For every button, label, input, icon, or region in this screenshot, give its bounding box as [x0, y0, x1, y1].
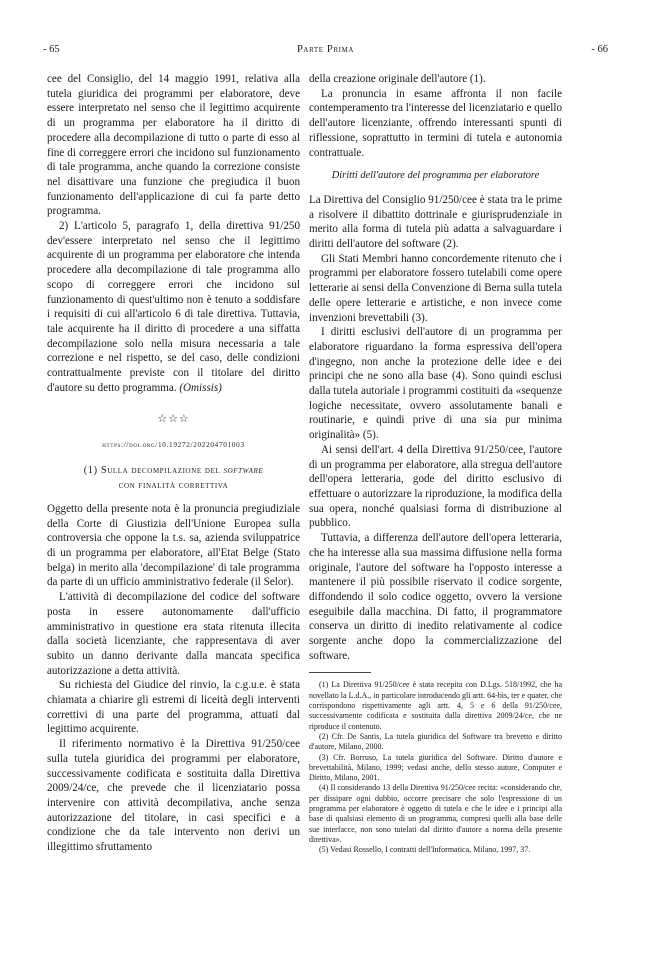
footnote-2: (2) Cfr. De Santis, La tutela giuridica del Software tra brevetto e diritto d'autore, Milano, 2000.	[309, 731, 562, 752]
running-title: Parte Prima	[296, 44, 355, 55]
footnote-rule	[309, 672, 371, 673]
page-number-right: - 66	[591, 44, 608, 55]
paragraph-tuttavia: Tuttavia, a differenza dell'autore dell'opera letteraria, che ha interesse alla sua massima diffusione nella forma originale, l'autore del software ha l'opposto interesse a mantenere il più possibile riservato il codice sorgente, diffondendo il solo codice oggetto, ovvero la versione eseguibile dalla macchina. Di fatto, il programmatore conserva un diritto di inedito relativamente al codice sorgente anche dopo la commercializzazione del software.	[309, 532, 562, 662]
paragraph-continuation: della creazione originale dell'autore (1).	[309, 73, 486, 85]
omissis: (Omissis)	[179, 381, 222, 394]
footnote-3: (3) Cfr. Borruso, La tutela giuridica del Software. Diritto d'autore e brevettabilità, Milano, 1999; vedasi anche, dello stesso autore, Computer e Diritto, Milano, 2001.	[309, 752, 562, 783]
doi-link[interactable]: https://doi.org/10.19272/202204701003	[102, 441, 245, 450]
paragraph-attivita: L'attività di decompilazione del codice del software posta in essere autonomamente dall'ufficio amministrativo in questione era stata ritenuta illecita dalla società licenziante, che rappresentava di aver subito un danno derivante dalla mancata specifica autorizzazione a detta attività.	[47, 591, 300, 677]
paragraph-pronuncia: La pronuncia in esame affronta il non facile contemperamento tra l'interesse del licenziatario e quello dell'autore licenziante, offrendo interessanti spunti di riflessione, soprattutto in termini di tutela e autonomia contrattuale.	[309, 87, 562, 159]
paragraph-stati-membri: Gli Stati Membri hanno concordemente ritenuto che i programmi per elaboratore fossero tutelabili come opere letterarie ai sensi della Convenzione di Berna sulla tutela delle opere letterarie e artistiche, e non invece come invenzioni brevettabili (3).	[309, 252, 562, 324]
paragraph-riferimento: Il riferimento normativo è la Direttiva 91/250/cee sulla tutela giuridica dei programmi per elaboratore, successivamente codificata e sostituita dalla Direttiva 2009/24/ce, che prevede che il licenziatario possa intervenire con attività decompilativa, anche senza autorizzazione del titolare, in casi specifici e a condizione che da tale intervento non derivi un illegittimo sfruttamento	[47, 738, 300, 854]
section-separator-stars: ☆☆☆	[157, 413, 190, 426]
footnotes	[309, 680, 562, 855]
paragraph-dispositivo-1: cee del Consiglio, del 14 maggio 1991, relativa alla tutela giuridica dei programmi per elaboratore, deve essere interpretato nel senso che il legittimo acquirente di un programma per elaboratore ha il diritto di procedere alla decompilazione di tutto o parte di esso al fine di correggere errori che incidono sul funzionamento di tale programma, anche quando la correzione consiste nel disattivare una funzione che pregiudica il buon funzionamento dell'applicazione di cui fa parte detto programma.	[47, 73, 300, 218]
footnote-5: (5) Vedasi Rossello, I contratti dell'Informatica, Milano, 1997, 37.	[319, 845, 531, 855]
running-header	[43, 44, 608, 60]
paragraph-dispositivo-2: 2) L'articolo 5, paragrafo 1, della direttiva 91/250 dev'essere interpretato nel senso che il legittimo acquirente di un programma per elaboratore che intenda procedere alla decompilazione di tale programma allo scopo di correggere errori che incidono sul funzionamento di quest'ultimo non è tenuto a soddisfare i requisiti di cui all'articolo 6 di tale direttiva. Tuttavia, tale acquirente ha il diritto di procedere a una siffatta decompilazione solo nella misura necessaria a tale correzione e nel rispetto, se del caso, delle condizioni contrattualmente previste con il titolare del diritto d'autore su detto programma. (Omissis)	[47, 220, 300, 394]
section-title: (1) Sulla decompilazione del software con finalità correttiva	[83, 464, 264, 491]
left-column	[47, 72, 300, 855]
footnote-1: (1) La Direttiva 91/250/cee è stata recepita con D.Lgs. 518/1992, che ha novellato la L.d.A., in particolare introducendo gli artt. 64-bis, ter e quater, che corrispondono rispettivamente agli artt. 4, 5 e 6 della 91/250/cee, successivamente codificata e sostituita dalla direttiva 2009/24/ce, che ne riproduce il contenuto.	[309, 680, 562, 731]
page-number-left: - 65	[43, 44, 60, 55]
subsection-title: Diritti dell'autore del programma per elaboratore	[331, 170, 540, 182]
footnote-4: (4) Il considerando 13 della Direttiva 91/250/cee recita: «considerando che, per dissipare ogni dubbio, occorre precisare che solo l'espressione di un programma per elaboratore è oggetto di tutela e che le idee e i principi alla base di qualsiasi elemento di un programma, compresi quelli alla base delle sue interfacce, non sono tutelati dal diritto d'autore a norma della presente direttiva».	[309, 783, 562, 844]
paragraph-oggetto: Oggetto della presente nota è la pronuncia pregiudiziale della Corte di Giustizia dell'Unione Europea sulla controversia che oppone la t.s. sa, azienda sviluppatrice di un programma per elaboratore, all'Etat Belge (Stato belga) in merito alla 'decompilazione' di tale programma da parte di un ufficio amministrativo federale (il Selor).	[47, 502, 300, 589]
paragraph-direttiva: La Direttiva del Consiglio 91/250/cee è stata tra le prime a risolvere il dibattito dottrinale e giurisprudenziale in merito alla forma di tutela più adatta a salvaguardare i diritti dell'autore del software (2).	[309, 193, 562, 251]
paragraph-art-4: Ai sensi dell'art. 4 della Direttiva 91/250/cee, l'autore di un programma per elaboratore, alla stregua dell'autore dell'opera letteraria, gode del diritto esclusivo di effettuare o autorizzare la riproduzione, la modifica della sua opera, nonché qualsiasi forma di distribuzione al pubblico.	[309, 443, 562, 530]
paragraph-richiesta: Su richiesta del Giudice del rinvio, la c.g.u.e. è stata chiamata a chiarire gli estremi di liceità degli interventi correttivi di una parte del programma, attuati dal legittimo acquirente.	[47, 679, 300, 736]
right-column	[309, 72, 562, 855]
paragraph-diritti-esclusivi: I diritti esclusivi dell'autore di un programma per elaboratore riguardano la forma espressiva dell'opera d'ingegno, non anche la protezione delle idee e dei principi che ne sono alla base (4). Sono quindi esclusi dalla tutela autoriale i programmi costituiti da «sequenze logiche necessitate, ovvero assolutamente banali e routinarie, e quindi prive di una sia pur minima originalità» (5).	[309, 326, 562, 442]
